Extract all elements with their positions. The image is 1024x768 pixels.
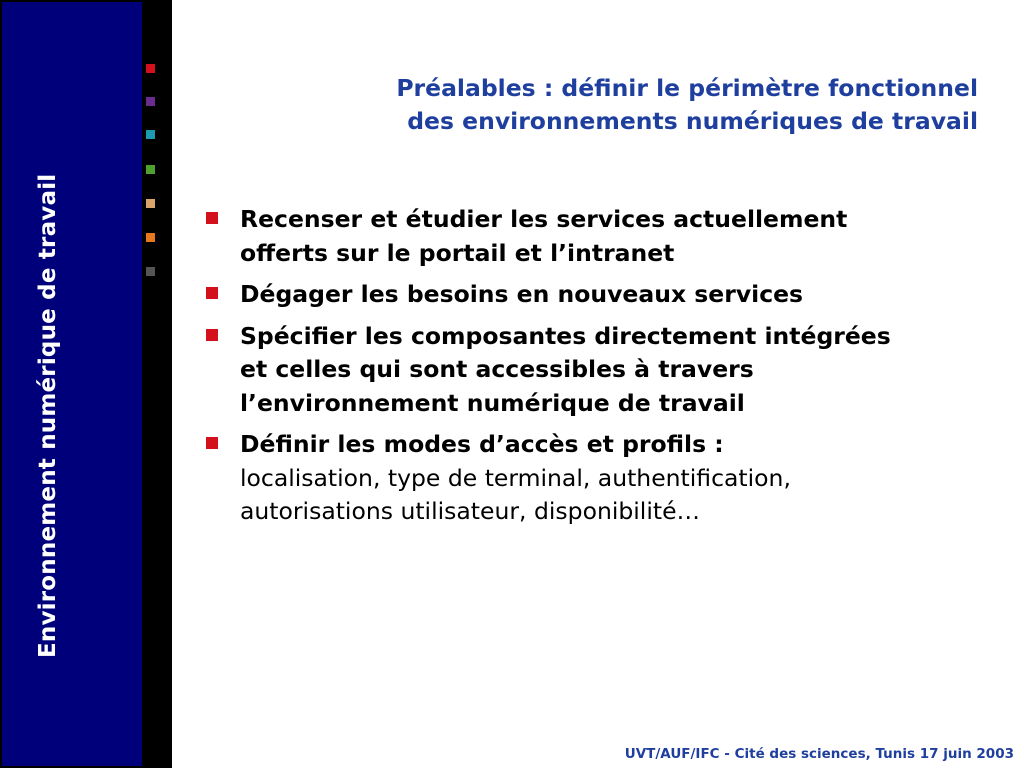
purple-swatch (146, 97, 155, 106)
bullet-list (204, 203, 924, 537)
bullet-text-bold: Spécifier les composantes directement intégrées et celles qui sont accessibles à travers l’environnement numérique de travail (240, 321, 891, 417)
sidebar (0, 0, 144, 768)
square-bullet-icon (206, 287, 218, 299)
slide-title (396, 72, 978, 138)
green-swatch (146, 165, 155, 174)
bullet-item (204, 428, 924, 529)
square-bullet-icon (206, 329, 218, 341)
slide-title-line-1: Préalables : définir le périmètre fonctionnel (396, 74, 978, 102)
bullet-text-bold: Recenser et étudier les services actuellement offerts sur le portail et l’intranet (240, 205, 848, 267)
bullet-text-normal: localisation, type de terminal, authentification, autorisations utilisateur, disponibilité… (240, 463, 791, 525)
square-bullet-icon (206, 437, 218, 449)
square-bullet-icon (206, 212, 218, 224)
bullet-item (204, 278, 924, 312)
bullet-item (204, 320, 924, 421)
black-band (144, 0, 172, 768)
teal-swatch (146, 130, 155, 139)
bullet-text-bold: Dégager les besoins en nouveaux services (240, 280, 804, 308)
slide-title-line-2: des environnements numériques de travail (407, 107, 978, 135)
tan-swatch (146, 199, 155, 208)
footer: UVT/AUF/IFC - Cité des sciences, Tunis 17 juin 2003 (624, 746, 1014, 762)
bullet-text-bold: Définir les modes d’accès et profils : (240, 430, 724, 458)
red-swatch (146, 64, 155, 73)
gray-swatch (146, 267, 155, 276)
orange-swatch (146, 233, 155, 242)
bullet-item (204, 203, 924, 270)
sidebar-title: Environnement numérique de travail (35, 173, 61, 658)
